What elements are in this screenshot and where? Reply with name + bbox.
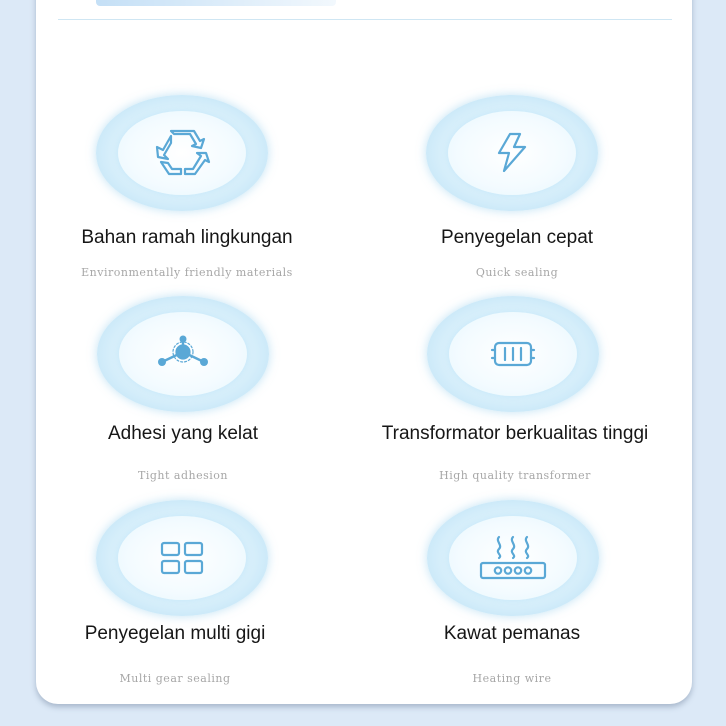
heating-wire-icon xyxy=(476,533,550,583)
icon-circle xyxy=(96,95,268,211)
icon-circle xyxy=(427,296,599,412)
lightning-icon xyxy=(492,131,532,175)
icon-circle xyxy=(426,95,598,211)
feature-subtitle: Quick sealing xyxy=(475,266,559,279)
grid-icon xyxy=(159,540,205,576)
header-divider xyxy=(58,19,672,20)
feature-title: Bahan ramah lingkungan xyxy=(81,227,293,248)
icon-circle xyxy=(97,296,269,412)
transformer-icon xyxy=(489,338,537,370)
feature-title: Penyegelan cepat xyxy=(440,227,594,248)
feature-title: Adhesi yang kelat xyxy=(108,423,258,444)
header-fade xyxy=(96,0,336,6)
feature-subtitle: High quality transformer xyxy=(439,469,591,482)
feature-subtitle: Tight adhesion xyxy=(138,469,228,482)
feature-subtitle: Environmentally friendly materials xyxy=(81,266,293,279)
feature-title: Penyegelan multi gigi xyxy=(84,623,266,644)
molecule-icon xyxy=(153,334,213,374)
feature-title: Transformator berkualitas tinggi xyxy=(381,423,649,444)
recycle-icon xyxy=(149,128,215,178)
icon-circle xyxy=(427,500,599,616)
feature-subtitle: Heating wire xyxy=(472,672,552,685)
feature-subtitle: Multi gear sealing xyxy=(119,672,231,685)
feature-title: Kawat pemanas xyxy=(443,623,581,644)
icon-circle xyxy=(96,500,268,616)
